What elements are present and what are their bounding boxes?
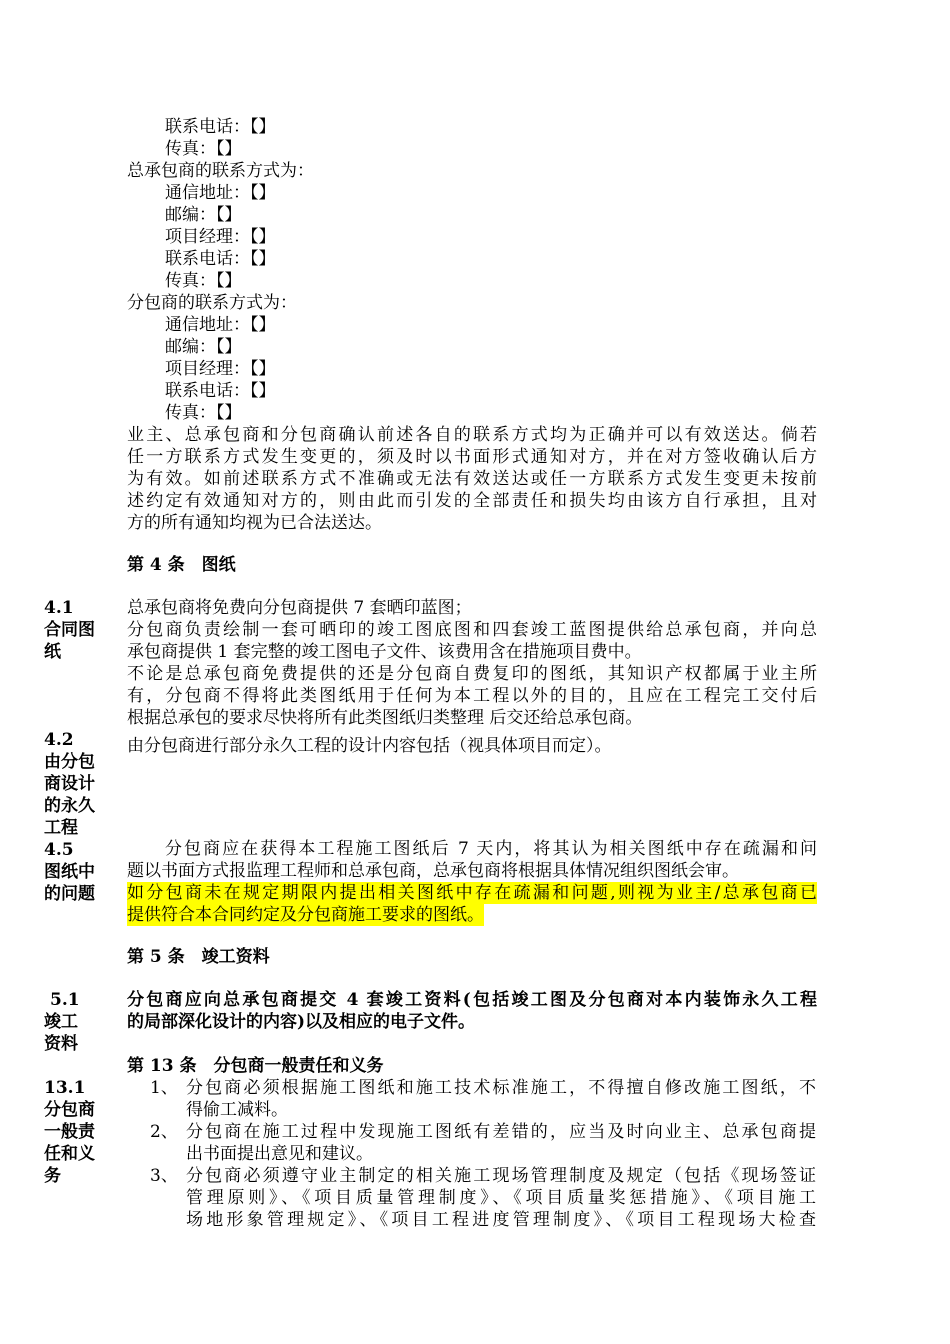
section-5-1-line: 的局部深化设计的内容)以及相应的电子文件。 (127, 1012, 476, 1032)
article-13-title: 第 13 条 分包商一般责任和义务 (127, 1056, 384, 1076)
contact-fax-line: 传真：【】 (165, 139, 242, 159)
section-4-1-line: 根据总承包的要求尽快将所有此类图纸归类整理 后交还给总承包商。 (127, 708, 643, 728)
list-item-line: 分包商必须根据施工图纸和施工技术标准施工，不得擅自修改施工图纸，不 (186, 1078, 816, 1098)
sub-postcode-line: 邮编：【】 (165, 337, 242, 357)
sub-contact-heading: 分包商的联系方式为： (127, 293, 297, 313)
section-4-2-label: 由分包商设计的永久工程 (44, 752, 95, 838)
list-item-line: 分包商必须遵守业主制定的相关施工现场管理制度及规定（包括《现场签证 (186, 1166, 816, 1186)
list-item-line: 分包商在施工过程中发现施工图纸有差错的，应当及时向业主、总承包商提 (186, 1122, 816, 1142)
notice-line: 业主、总承包商和分包商确认前述各自的联系方式均为正确并可以有效送达。倘若 (127, 425, 817, 445)
article-5-title: 第 5 条 竣工资料 (127, 947, 270, 967)
section-5-1-line: 分包商应向总承包商提交 4 套竣工资料(包括竣工图及分包商对本内装饰永久工程 (127, 990, 817, 1010)
section-4-2-number: 4.2 (44, 730, 74, 750)
section-13-1-label: 分包商一般责任和义务 (44, 1100, 95, 1186)
sub-phone-line: 联系电话：【】 (165, 381, 276, 401)
section-4-1-line: 有，分包商不得将此类图纸用于任何为本工程以外的目的，且应在工程完工交付后 (127, 686, 817, 706)
section-4-5-label: 图纸中的问题 (44, 862, 95, 904)
section-13-1-number: 13.1 (44, 1078, 86, 1098)
gc-fax-line: 传真：【】 (165, 271, 242, 291)
section-4-5-highlighted-line: 提供符合本合同约定及分包商施工要求的图纸。 (127, 905, 484, 925)
section-4-1-line: 总承包商将免费向分包商提供 7 套晒印蓝图； (127, 598, 472, 618)
list-item-number: 3、 (150, 1166, 178, 1186)
gc-manager-line: 项目经理：【】 (165, 227, 276, 247)
gc-address-line: 通信地址：【】 (165, 183, 276, 203)
list-item-line: 管理原则》、《项目质量管理制度》、《项目质量奖惩措施》、《项目施工 (186, 1188, 816, 1208)
section-5-1-label: 竣工资料 (44, 1012, 78, 1054)
section-4-2-text: 由分包商进行部分永久工程的设计内容包括（视具体项目而定）。 (127, 736, 612, 756)
notice-line: 为有效。如前述联系方式不准确或无法有效送达或任一方联系方式发生变更未按前 (127, 469, 817, 489)
list-item-number: 1、 (150, 1078, 178, 1098)
section-4-1-line: 分包商负责绘制一套可晒印的竣工图底图和四套竣工蓝图提供给总承包商，并向总 (127, 620, 817, 640)
sub-address-line: 通信地址：【】 (165, 315, 276, 335)
section-5-1-number: 5.1 (50, 990, 80, 1010)
section-4-1-line: 不论是总承包商免费提供的还是分包商自费复印的图纸，其知识产权都属于业主所 (127, 664, 817, 684)
section-4-5-line: 题以书面方式报监理工程师和总承包商，总承包商将根据具体情况组织图纸会审。 (127, 861, 739, 881)
section-4-5-line: 分包商应在获得本工程施工图纸后 7 天内，将其认为相关图纸中存在疏漏和问 (165, 839, 817, 859)
section-4-1-line: 承包商提供 1 套完整的竣工图电子文件、该费用含在措施项目费中。 (127, 642, 642, 662)
sub-fax-line: 传真：【】 (165, 403, 242, 423)
gc-phone-line: 联系电话：【】 (165, 249, 276, 269)
sub-manager-line: 项目经理：【】 (165, 359, 276, 379)
section-4-5-highlighted-line: 如分包商未在规定期限内提出相关图纸中存在疏漏和问题,则视为业主/总承包商已 (127, 883, 817, 903)
notice-line: 任一方联系方式发生变更的，须及时以书面形式通知对方，并在对方签收确认后方 (127, 447, 817, 467)
list-item-line: 得偷工减料。 (186, 1100, 288, 1120)
list-item-line: 场地形象管理规定》、《项目工程进度管理制度》、《项目工程现场大检查 (186, 1210, 816, 1230)
section-4-1-number: 4.1 (44, 598, 74, 618)
contact-phone-line: 联系电话：【】 (165, 117, 276, 137)
section-4-5-number: 4.5 (44, 840, 74, 860)
gc-contact-heading: 总承包商的联系方式为： (127, 161, 314, 181)
gc-postcode-line: 邮编：【】 (165, 205, 242, 225)
article-4-title: 第 4 条 图纸 (127, 555, 236, 575)
section-4-1-label: 合同图纸 (44, 620, 95, 662)
list-item-line: 出书面提出意见和建议。 (186, 1144, 373, 1164)
notice-line: 方的所有通知均视为已合法送达。 (127, 513, 382, 533)
notice-line: 述约定有效通知对方的，则由此而引发的全部责任和损失均由该方自行承担，且对 (127, 491, 817, 511)
list-item-number: 2、 (150, 1122, 178, 1142)
